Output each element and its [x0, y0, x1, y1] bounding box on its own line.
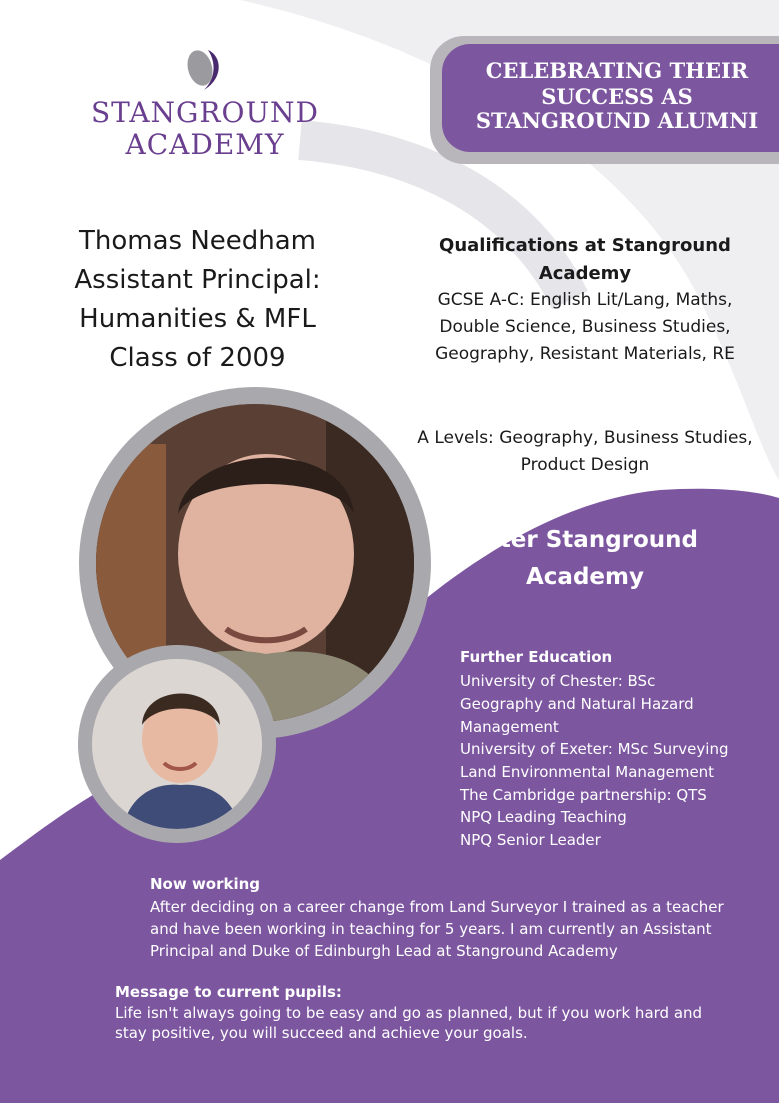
banner-line: STANGROUND ALUMNI [475, 108, 759, 133]
further-education-item: Geography and Natural Hazard [460, 695, 694, 713]
message-text: Life isn't always going to be easy and go as planned, but if you work hard and stay positive, you will succeed and achieve your goals. [115, 1004, 703, 1042]
now-working-heading: Now working [150, 875, 261, 893]
child-portrait-photo [92, 659, 262, 829]
further-education-heading: Further Education [460, 648, 613, 666]
qualifications-a-levels: A Levels: Geography, Business Studies, Product Design [417, 428, 753, 475]
further-education-item: NPQ Senior Leader [460, 831, 601, 849]
message-heading: Message to current pupils: [115, 983, 342, 1001]
alumni-name: Thomas Needham [78, 226, 317, 256]
alumni-department: Humanities & MFL [79, 304, 316, 334]
portrait-placeholder [92, 659, 262, 829]
further-education-item: Land Environmental Management [460, 763, 715, 781]
further-education-item: University of Exeter: MSc Surveying [460, 740, 729, 758]
logo-text-line1: STANGROUND [91, 96, 319, 129]
banner-line: SUCCESS AS [541, 84, 693, 109]
further-education-item: Management [460, 718, 559, 736]
further-education-item: NPQ Leading Teaching [460, 808, 627, 826]
qualifications-heading: Qualifications at Stanground Academy [439, 235, 731, 284]
further-education-item: The Cambridge partnership: QTS [460, 786, 707, 804]
now-working-text: After deciding on a career change from Land Surveyor I trained as a teacher and have been working in teaching for 5 years. I am currently an Assistant Principal and Duke of Edinburgh Lead at Stanground Academy [150, 898, 724, 960]
academy-crest-icon [170, 42, 240, 98]
alumni-role: Assistant Principal: [74, 265, 321, 295]
logo-text-line2: ACADEMY [125, 128, 285, 161]
further-education-item: University of Chester: BSc [460, 672, 656, 690]
after-section-heading: After Stanground Academy [471, 527, 699, 590]
alumni-class-year: Class of 2009 [109, 343, 286, 373]
banner-line: CELEBRATING THEIR [485, 58, 749, 83]
qualifications-gcse: GCSE A-C: English Lit/Lang, Maths, Double Science, Business Studies, Geography, Resistant Materials, RE [435, 290, 735, 364]
